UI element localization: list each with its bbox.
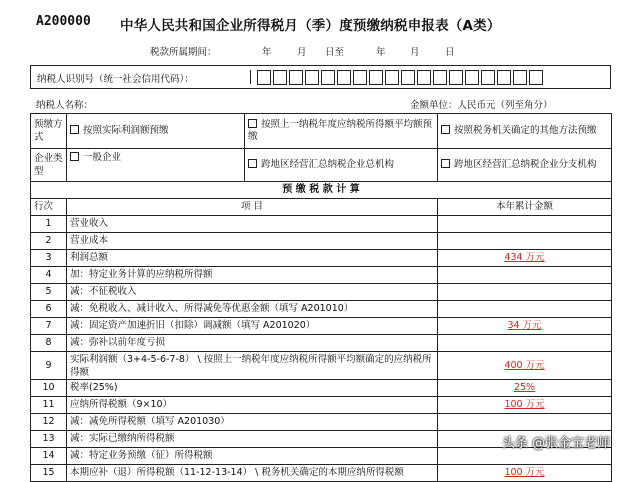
checkbox-icon[interactable]	[248, 119, 257, 128]
row-item: 减：不征税收入	[67, 284, 438, 301]
enterprise-option-2[interactable]: 跨地区经营汇总纳税企业总机构	[245, 149, 438, 182]
table-row	[31, 318, 612, 335]
row-item: 减：特定业务预缴（征）所得税额	[67, 448, 438, 465]
row-number: 7	[31, 318, 67, 335]
row-item: 实际利润额（3+4-5-6-7-8） \ 按照上一纳税年度应纳税所得额平均额确定的应纳税所得额	[67, 352, 438, 380]
row-item: 加：特定业务计算的应纳税所得额	[67, 267, 438, 284]
table-row	[31, 250, 612, 267]
row-number: 3	[31, 250, 67, 267]
form-title: 中华人民共和国企业所得税月（季）度预缴纳税申报表（A类）	[120, 18, 501, 34]
row-item: 利润总额	[67, 250, 438, 267]
taxpayer-id-row	[30, 65, 611, 89]
table-row	[31, 216, 612, 233]
table-row	[31, 335, 612, 352]
row-number: 15	[31, 465, 67, 482]
row-number: 8	[31, 335, 67, 352]
row-amount[interactable]: 100 万元	[438, 397, 612, 414]
method-option-2[interactable]: 按照上一纳税年度应纳税所得额平均额预缴	[245, 114, 438, 149]
checkbox-icon[interactable]	[441, 125, 450, 134]
table-row	[31, 352, 612, 380]
row-item: 减：免税收入、减计收入、所得减免等优惠金额（填写 A201010）	[67, 301, 438, 318]
checkbox-icon[interactable]	[441, 159, 450, 168]
table-row	[31, 380, 612, 397]
method-label: 预缴方式	[31, 114, 67, 149]
taxpayer-id-boxes[interactable]	[250, 70, 545, 84]
row-item: 税率(25%)	[67, 380, 438, 397]
row-amount[interactable]: 400 万元	[438, 352, 612, 380]
table-row	[31, 233, 612, 250]
period-year-2: 年	[376, 47, 386, 58]
table-row	[31, 301, 612, 318]
row-number: 4	[31, 267, 67, 284]
table-row	[31, 284, 612, 301]
table-row	[31, 267, 612, 284]
enterprise-option-1[interactable]: 一般企业	[67, 149, 245, 182]
period-day-1: 日至	[325, 47, 345, 58]
row-item: 减：固定资产加速折旧（扣除）调减额（填写 A201020）	[67, 318, 438, 335]
row-amount[interactable]	[438, 284, 612, 301]
table-row	[31, 465, 612, 482]
checkbox-icon[interactable]	[70, 152, 79, 161]
row-number: 2	[31, 233, 67, 250]
row-item: 减：实际已缴纳所得税额	[67, 431, 438, 448]
row-item: 减：弥补以前年度亏损	[67, 335, 438, 352]
taxpayer-name-label: 纳税人名称：	[36, 100, 94, 111]
row-amount[interactable]	[438, 335, 612, 352]
watermark: 头条 @张金宝老师	[501, 436, 610, 451]
row-number: 1	[31, 216, 67, 233]
row-amount[interactable]: 34 万元	[438, 318, 612, 335]
method-option-3[interactable]: 按照税务机关确定的其他方法预缴	[438, 114, 612, 149]
column-item: 项 目	[67, 199, 438, 216]
period-day-2: 日	[445, 47, 455, 58]
period-month-2: 月	[410, 47, 420, 58]
row-amount[interactable]	[438, 301, 612, 318]
row-number: 14	[31, 448, 67, 465]
checkbox-icon[interactable]	[248, 159, 257, 168]
checkbox-icon[interactable]	[70, 125, 79, 134]
row-number: 13	[31, 431, 67, 448]
row-number: 6	[31, 301, 67, 318]
unit-label: 金额单位：人民币元（列至角分）	[410, 100, 553, 111]
row-number: 11	[31, 397, 67, 414]
row-number: 9	[31, 352, 67, 380]
row-amount[interactable]: 100 万元	[438, 465, 612, 482]
enterprise-option-3[interactable]: 跨地区经营汇总纳税企业分支机构	[438, 149, 612, 182]
row-item: 本期应补（退）所得税额（11-12-13-14） \ 税务机关确定的本期应纳所得税额	[67, 465, 438, 482]
period-month-1: 月	[297, 47, 307, 58]
declaration-table	[30, 113, 612, 482]
row-number: 12	[31, 414, 67, 431]
row-item: 减：减免所得税额（填写 A201030）	[67, 414, 438, 431]
row-item: 应纳所得税额（9×10）	[67, 397, 438, 414]
row-number: 10	[31, 380, 67, 397]
column-row-number: 行次	[31, 199, 67, 216]
row-amount[interactable]	[438, 233, 612, 250]
row-amount[interactable]	[438, 216, 612, 233]
row-item: 营业收入	[67, 216, 438, 233]
form-code: A200000	[36, 14, 91, 29]
row-amount[interactable]	[438, 414, 612, 431]
taxpayer-id-label: 纳税人识别号（统一社会信用代码）：	[37, 74, 194, 85]
section-title: 预 缴 税 款 计 算	[31, 182, 612, 199]
method-option-1[interactable]: 按照实际利润额预缴	[67, 114, 245, 149]
row-amount[interactable]: 434 万元	[438, 250, 612, 267]
row-item: 营业成本	[67, 233, 438, 250]
column-amount: 本年累计金额	[438, 199, 612, 216]
period-label: 税款所属期间：	[150, 47, 217, 58]
period-year-1: 年	[262, 47, 272, 58]
row-number: 5	[31, 284, 67, 301]
row-amount[interactable]	[438, 267, 612, 284]
row-amount[interactable]: 25%	[438, 380, 612, 397]
enterprise-type-label: 企业类型	[31, 149, 67, 182]
table-row	[31, 414, 612, 431]
table-row	[31, 397, 612, 414]
